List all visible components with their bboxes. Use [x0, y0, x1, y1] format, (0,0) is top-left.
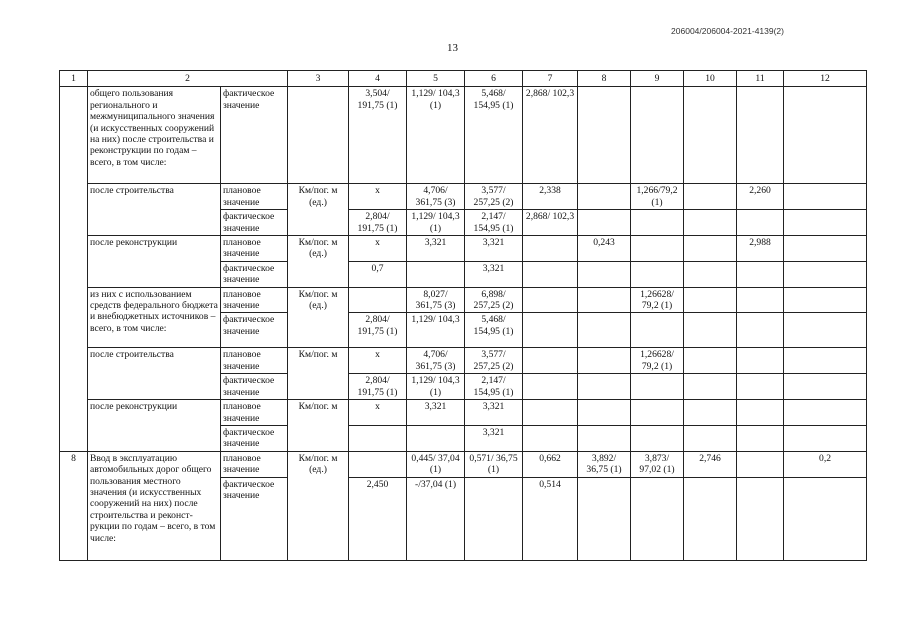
value-cell [349, 425, 407, 451]
row-number-cell: 8 [60, 451, 88, 560]
value-type: плановое значение [221, 184, 288, 210]
column-header: 11 [737, 71, 784, 87]
value-cell: 3,321 [465, 400, 523, 426]
table-row [60, 184, 867, 210]
value-cell [737, 451, 784, 477]
value-cell [523, 261, 578, 287]
value-cell [684, 477, 737, 560]
value-cell: 0,7 [349, 261, 407, 287]
value-cell [684, 400, 737, 426]
value-cell [684, 313, 737, 348]
value-cell: 4,706/ 361,75 (3) [407, 348, 465, 374]
value-cell [684, 287, 737, 313]
value-cell [578, 210, 631, 236]
value-cell: 2,804/ 191,75 (1) [349, 374, 407, 400]
value-cell: 1,266/79,2 (1) [631, 184, 684, 210]
value-cell: 0,571/ 36,75 (1) [465, 451, 523, 477]
value-cell [737, 313, 784, 348]
value-cell [578, 348, 631, 374]
table-row [60, 236, 867, 262]
unit-cell: Км/пог. м (ед.) [288, 184, 349, 236]
value-cell [784, 400, 867, 426]
value-cell: 2,338 [523, 184, 578, 210]
value-type: плановое значение [221, 348, 288, 374]
value-cell: 5,468/ 154,95 (1) [465, 313, 523, 348]
value-cell: 3,321 [407, 400, 465, 426]
unit-cell: Км/пог. м (ед.) [288, 451, 349, 560]
value-cell [523, 313, 578, 348]
value-cell [784, 348, 867, 374]
value-cell [784, 236, 867, 262]
value-cell [578, 287, 631, 313]
value-cell [631, 313, 684, 348]
value-cell [578, 477, 631, 560]
column-header: 4 [349, 71, 407, 87]
value-cell [737, 477, 784, 560]
value-cell: 3,577/ 257,25 (2) [465, 348, 523, 374]
indicators-table [59, 70, 867, 561]
value-cell: 2,746 [684, 451, 737, 477]
indicator-name: Ввод в эксплуатацию автомобильных дорог общего пользования местного значения (и искусственных сооружений на них) после строительства и реконст-рукции по годам – всего, в том числе: [88, 451, 221, 560]
value-type: фактическое значение [221, 261, 288, 287]
table-row [60, 287, 867, 313]
value-cell [684, 87, 737, 184]
value-cell: 4,706/ 361,75 (3) [407, 184, 465, 210]
value-cell: 1,129/ 104,3 (1) [407, 374, 465, 400]
unit-cell [288, 87, 349, 184]
value-cell [737, 210, 784, 236]
value-cell: х [349, 400, 407, 426]
value-cell [631, 400, 684, 426]
value-cell [684, 184, 737, 210]
value-cell: 0,2 [784, 451, 867, 477]
value-cell: 2,260 [737, 184, 784, 210]
value-cell [631, 87, 684, 184]
unit-cell: Км/пог. м [288, 400, 349, 452]
value-cell [578, 374, 631, 400]
value-cell [631, 477, 684, 560]
value-cell: 3,321 [407, 236, 465, 262]
value-type: плановое значение [221, 287, 288, 313]
value-cell: 3,873/ 97,02 (1) [631, 451, 684, 477]
column-header: 9 [631, 71, 684, 87]
document-id: 206004/206004-2021-4139(2) [671, 26, 784, 36]
value-cell [631, 236, 684, 262]
value-cell: 2,804/ 191,75 (1) [349, 313, 407, 348]
value-type: фактическое значение [221, 210, 288, 236]
value-type: плановое значение [221, 236, 288, 262]
value-type: фактическое значение [221, 313, 288, 348]
value-cell [784, 477, 867, 560]
value-cell [349, 451, 407, 477]
value-cell [737, 287, 784, 313]
value-cell [684, 425, 737, 451]
value-cell [578, 184, 631, 210]
indicator-name: после строительства [88, 184, 221, 236]
value-cell [465, 477, 523, 560]
value-cell [407, 425, 465, 451]
value-cell [578, 87, 631, 184]
column-header: 2 [88, 71, 288, 87]
value-type: фактическое значение [221, 425, 288, 451]
column-header: 7 [523, 71, 578, 87]
value-cell [784, 184, 867, 210]
value-cell: х [349, 348, 407, 374]
column-header: 6 [465, 71, 523, 87]
value-cell [631, 425, 684, 451]
value-cell: 2,868/ 102,3 [523, 210, 578, 236]
value-cell: 1,26628/ 79,2 (1) [631, 287, 684, 313]
value-cell [684, 348, 737, 374]
unit-cell: Км/пог. м (ед.) [288, 287, 349, 348]
value-cell [631, 210, 684, 236]
value-type: фактическое значение [221, 87, 288, 184]
value-cell [784, 210, 867, 236]
value-cell: 1,129/ 104,3 (1) [407, 87, 465, 184]
value-type: фактическое значение [221, 374, 288, 400]
value-type: плановое значение [221, 451, 288, 477]
value-cell [684, 210, 737, 236]
column-header: 1 [60, 71, 88, 87]
value-cell [737, 374, 784, 400]
value-cell [523, 236, 578, 262]
value-cell: 0,445/ 37,04 (1) [407, 451, 465, 477]
indicator-name: после реконструкции [88, 400, 221, 452]
value-cell [737, 261, 784, 287]
indicator-name: после реконструкции [88, 236, 221, 288]
value-cell: 2,147/ 154,95 (1) [465, 210, 523, 236]
table-row [60, 451, 867, 477]
value-cell: 2,804/ 191,75 (1) [349, 210, 407, 236]
value-cell: х [349, 184, 407, 210]
value-cell [523, 348, 578, 374]
value-cell [523, 400, 578, 426]
unit-cell: Км/пог. м (ед.) [288, 236, 349, 288]
value-cell [784, 313, 867, 348]
table-row [60, 400, 867, 426]
value-cell: -/37,04 (1) [407, 477, 465, 560]
value-cell [631, 374, 684, 400]
value-cell: 3,504/ 191,75 (1) [349, 87, 407, 184]
column-header: 3 [288, 71, 349, 87]
value-cell: 3,892/ 36,75 (1) [578, 451, 631, 477]
value-cell [784, 374, 867, 400]
value-cell [784, 87, 867, 184]
value-cell [784, 425, 867, 451]
value-cell [737, 348, 784, 374]
value-cell: 1,129/ 104,3 [407, 313, 465, 348]
value-cell: 2,868/ 102,3 [523, 87, 578, 184]
value-cell: 2,147/ 154,95 (1) [465, 374, 523, 400]
unit-cell: Км/пог. м [288, 348, 349, 400]
value-cell [784, 287, 867, 313]
value-cell [631, 261, 684, 287]
column-header: 8 [578, 71, 631, 87]
value-cell: 1,129/ 104,3 (1) [407, 210, 465, 236]
value-type: фактическое значение [221, 477, 288, 560]
value-cell [684, 261, 737, 287]
value-cell: х [349, 236, 407, 262]
value-cell [578, 425, 631, 451]
value-cell [784, 261, 867, 287]
column-header: 10 [684, 71, 737, 87]
value-cell: 3,321 [465, 236, 523, 262]
value-cell: 2,450 [349, 477, 407, 560]
value-cell [578, 313, 631, 348]
value-cell: 2,988 [737, 236, 784, 262]
value-cell [523, 287, 578, 313]
value-cell [737, 400, 784, 426]
value-cell: 8,027/ 361,75 (3) [407, 287, 465, 313]
value-cell: 0,243 [578, 236, 631, 262]
value-cell: 0,514 [523, 477, 578, 560]
table-row [60, 348, 867, 374]
value-cell [737, 87, 784, 184]
value-cell: 5,468/ 154,95 (1) [465, 87, 523, 184]
indicator-name: после строительства [88, 348, 221, 400]
value-cell [349, 287, 407, 313]
value-cell [523, 425, 578, 451]
column-number-row [60, 71, 867, 87]
column-header: 5 [407, 71, 465, 87]
page-number: 13 [447, 42, 458, 54]
indicator-name: общего пользования регионального и межмуниципального значения (и искусственных сооружений на них) после строительства и реконструкции по годам – всего, в том числе: [88, 87, 221, 184]
value-cell: 1,26628/ 79,2 (1) [631, 348, 684, 374]
value-type: плановое значение [221, 400, 288, 426]
value-cell [684, 374, 737, 400]
value-cell [737, 425, 784, 451]
column-header: 12 [784, 71, 867, 87]
value-cell: 3,577/ 257,25 (2) [465, 184, 523, 210]
table-row [60, 87, 867, 184]
value-cell: 3,321 [465, 425, 523, 451]
indicator-name: из них с использованием средств федерального бюджета и внебюджетных источников – всего, в том числе: [88, 287, 221, 348]
value-cell [684, 236, 737, 262]
value-cell [407, 261, 465, 287]
value-cell: 3,321 [465, 261, 523, 287]
value-cell: 6,898/ 257,25 (2) [465, 287, 523, 313]
value-cell: 0,662 [523, 451, 578, 477]
value-cell [578, 400, 631, 426]
value-cell [578, 261, 631, 287]
row-number-cell [60, 87, 88, 451]
value-cell [523, 374, 578, 400]
